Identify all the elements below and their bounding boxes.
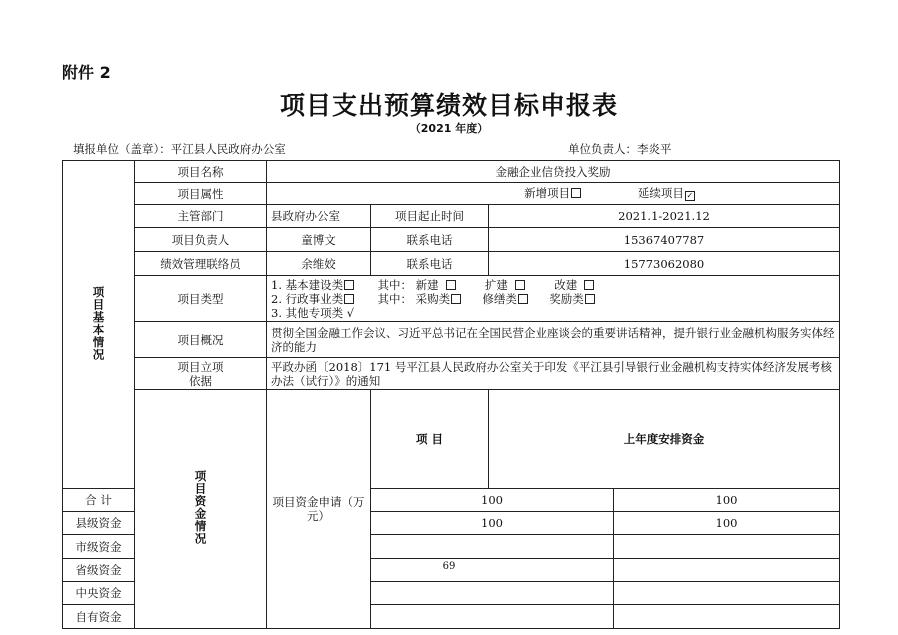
col-header-last-year: 上年度安排资金 — [489, 390, 840, 489]
value-overview: 贯彻全国金融工作会议、习近平总书记在全国民营企业座谈会的重要讲话精神，提升银行业金融机构服务实体经济的能力 — [267, 322, 840, 358]
row-department — [63, 205, 840, 228]
type2-sub2-checkbox — [518, 294, 528, 304]
type-line-3 — [271, 306, 835, 320]
attr-new-label: 新增项目 — [524, 186, 571, 200]
attr-continue-label: 延续项目 — [637, 186, 684, 200]
value-contact: 余维姣 — [267, 252, 371, 276]
fund-this-year: 100 — [614, 489, 840, 512]
type1-label: 1. 基本建设类 — [271, 277, 344, 292]
fund-item: 中央资金 — [63, 582, 135, 605]
type2-sub1: 采购类 — [415, 291, 451, 306]
type2-sub1-checkbox — [451, 294, 461, 304]
row-overview — [63, 322, 840, 358]
row-attribute — [63, 183, 840, 205]
label-attribute: 项目属性 — [135, 183, 267, 205]
type1-checkbox — [344, 280, 354, 290]
value-basis: 平政办函〔2018〕171 号平江县人民政府办公室关于印发《平江县引导银行业金融机构支持实体经济发展考核办法（试行）》的通知 — [267, 358, 840, 390]
type1-sub1-checkbox — [446, 280, 456, 290]
label-project-name: 项目名称 — [135, 161, 267, 183]
label-basis-line1: 项目立项 — [177, 359, 224, 374]
fund-last-year — [371, 605, 614, 629]
budget-form-table — [62, 160, 840, 629]
label-overview: 项目概况 — [135, 322, 267, 358]
label-funds-apply: 项目资金申请（万元） — [267, 390, 371, 629]
page-number: 69 — [442, 561, 456, 572]
type2-sub3: 奖励类 — [549, 291, 584, 306]
fund-item: 市级资金 — [63, 535, 135, 559]
label-contact: 绩效管理联络员 — [135, 252, 267, 276]
unit-head: 单位负责人：李炎平 — [568, 142, 672, 156]
row-basis — [63, 358, 840, 390]
attr-new-checkbox — [571, 188, 581, 198]
type1-sub3: 改建 — [554, 277, 578, 292]
label-contact-phone: 联系电话 — [371, 252, 489, 276]
fund-item: 合 计 — [63, 489, 135, 512]
section-basic — [63, 161, 135, 489]
attr-continue-checkbox: ✓ — [686, 191, 694, 200]
fund-item: 县级资金 — [63, 512, 135, 535]
type2-sub2: 修缮类 — [482, 291, 517, 306]
type1-sub2-checkbox — [515, 280, 525, 290]
fiscal-year: （2021 年度） — [409, 122, 489, 135]
label-department: 主管部门 — [135, 205, 267, 228]
section-basic-title: 项目基本情况 — [91, 285, 106, 361]
type2-label: 2. 行政事业类 — [271, 291, 344, 306]
type2-sub-prefix: 其中： — [377, 291, 412, 306]
attachment-label: 附件 2 — [62, 63, 111, 82]
fund-this-year — [614, 582, 840, 605]
section-funds-title: 项目资金情况 — [193, 470, 208, 545]
label-project-type: 项目类型 — [135, 276, 267, 322]
page-title: 项目支出预算绩效目标申报表 — [279, 91, 618, 120]
fund-last-year: 100 — [371, 489, 614, 512]
label-leader-phone: 联系电话 — [371, 228, 489, 252]
type1-sub1: 新建 — [415, 277, 439, 292]
value-department: 县政府办公室 — [267, 205, 371, 228]
fund-item: 省级资金 — [63, 559, 135, 582]
label-leader: 项目负责人 — [135, 228, 267, 252]
row-leader — [63, 228, 840, 252]
type3-checkmark: √ — [346, 305, 355, 320]
fund-item: 自有资金 — [63, 605, 135, 629]
fund-this-year — [614, 605, 840, 629]
fund-last-year — [371, 535, 614, 559]
reporting-unit: 填报单位（盖章）：平江县人民政府办公室 — [73, 142, 286, 156]
fund-last-year — [371, 582, 614, 605]
fund-this-year — [614, 535, 840, 559]
fund-last-year: 100 — [371, 512, 614, 535]
value-contact-phone: 15773062080 — [489, 252, 840, 276]
value-leader-phone: 15367407787 — [489, 228, 840, 252]
value-project-type — [267, 276, 840, 322]
type2-sub3-checkbox — [585, 294, 595, 304]
type3-label: 3. 其他专项类 — [271, 305, 344, 320]
type2-checkbox — [344, 294, 354, 304]
type1-sub2: 扩建 — [484, 277, 508, 292]
label-basis — [135, 358, 267, 390]
value-attribute — [267, 183, 840, 205]
value-project-name: 金融企业信贷投入奖励 — [267, 161, 840, 183]
col-header-item: 项 目 — [371, 390, 489, 489]
label-basis-line2: 依据 — [189, 373, 212, 388]
row-project-type — [63, 276, 840, 322]
section-funds — [135, 390, 267, 629]
type-line-2 — [271, 292, 835, 306]
label-period: 项目起止时间 — [371, 205, 489, 228]
row-funds-header — [63, 390, 840, 489]
type1-sub3-checkbox — [584, 280, 594, 290]
type-line-1 — [271, 278, 835, 292]
fund-this-year: 100 — [614, 512, 840, 535]
value-leader: 童博文 — [267, 228, 371, 252]
type1-sub-prefix: 其中： — [377, 277, 412, 292]
row-contact — [63, 252, 840, 276]
value-period: 2021.1-2021.12 — [489, 205, 840, 228]
row-project-name — [63, 161, 840, 183]
